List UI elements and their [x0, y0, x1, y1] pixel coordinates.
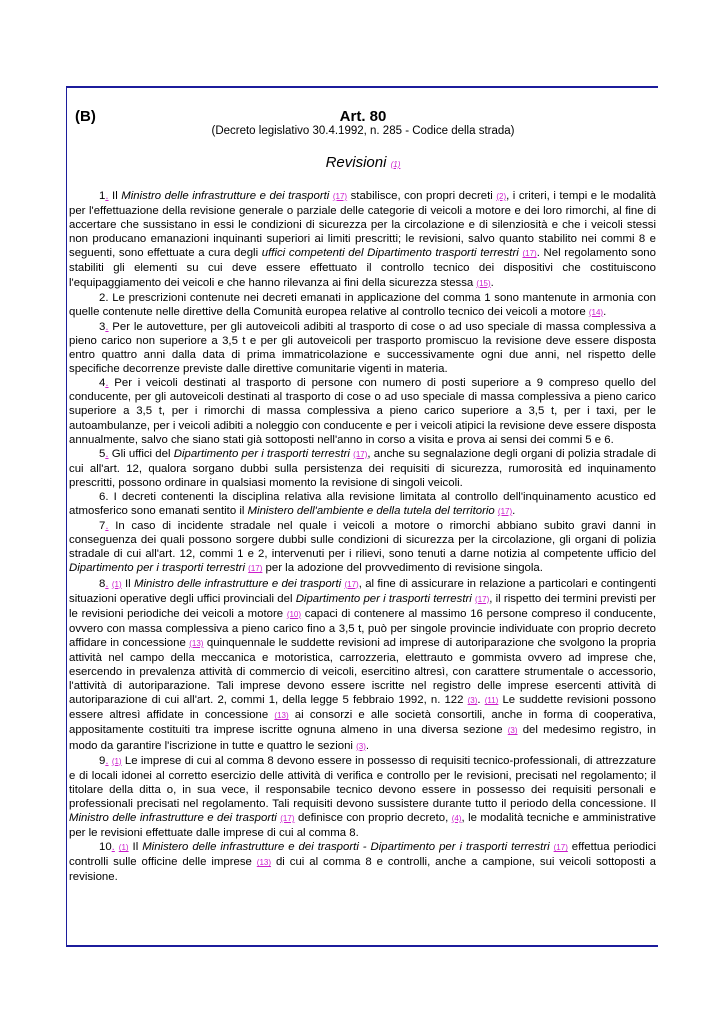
text-run: . — [512, 505, 516, 518]
italic-text: Dipartimento per i trasporti terrestri — [69, 562, 245, 575]
text-run: effettua periodici controlli sulle officine delle imprese — [69, 841, 656, 869]
text-run: Per i veicoli destinati al trasporto di persone con numero di posti superiore a 9 compreso quello del conducente, per gli autoveicoli destinati al trasporto di cose o ad uso speciale di massa complessiva a pieno carico superiore a 3,5 t, per i rimorchi di massa complessiva a pieno carico superiore a 3,5 t, per i taxi, per le autoambulanze, per i veicoli adibiti a noleggio con conducente e per i veicoli atipici la revisione deve essere disposta annualmente, salvo che siano stati già sottoposti nell'anno in corso a visita e prova ai sensi dei commi 5 e 6. — [69, 377, 656, 446]
text-run: 3 — [99, 320, 106, 333]
article-title: Art. 80 — [339, 108, 387, 125]
paragraph-6 — [69, 490, 656, 519]
footnote-ref[interactable]: (17) — [553, 843, 568, 853]
text-run: Le imprese di cui al comma 8 devono essere in possesso di requisiti tecnico-professionali, di attrezzature e di locali idonei al corretto esercizio delle attività di verifica e controllo per le revisioni, precisati nel regolamento; il titolare della ditta o, in sua vece, il responsabile tecnico devono essere in possesso dei requisiti personali e professionali precisati nel regolamento. Tali requisiti devono sussistere durante tutto il periodo della concessione. Il — [69, 754, 656, 810]
footnote-ref[interactable]: (13) — [189, 638, 204, 648]
paragraph-marker[interactable]: . — [105, 190, 109, 202]
text-run: definisce con proprio decreto, — [294, 812, 452, 825]
footnote-ref[interactable]: (17) — [353, 449, 368, 459]
text-run: . Nel regolamento sono stabiliti gli elementi su cui deve essere effettuato il controllo tecnico dei dispositivi che costituiscono l'equipaggiamento dei veicoli e che hanno rilevanza ai fini della sicurezza stessa — [69, 247, 656, 289]
text-run: , il rispetto dei termini previsti per le revisioni periodiche dei veicoli a motore — [69, 592, 656, 620]
document-frame — [66, 86, 658, 947]
text-run: , al fine di assicurare in relazione a particolari e contingenti situazioni operative degli uffici provinciali del — [69, 577, 656, 605]
text-run: di cui al comma 8 e controlli, anche a campione, sui veicoli sottoposti a revisione. — [69, 856, 656, 884]
paragraph-7 — [69, 519, 656, 576]
paragraph-marker[interactable]: . — [105, 377, 109, 390]
text-run: . — [603, 305, 607, 318]
footnote-ref[interactable]: (14) — [588, 307, 604, 317]
paragraph-marker[interactable]: . — [111, 841, 115, 854]
text-run: Gli uffici del — [108, 447, 174, 460]
text-run: 5 — [99, 447, 106, 460]
italic-text: Ministro delle infrastrutture e dei trasporti — [133, 577, 342, 590]
footnote-ref[interactable]: (13) — [256, 858, 272, 868]
text-run: 6. I decreti contenenti la disciplina relativa alla revisione limitata al controllo dell'inquinamento acustico ed atmosferico sono emanati sentito il — [69, 490, 656, 518]
footnote-ref[interactable]: (1) — [111, 579, 122, 589]
text-run: 1 — [99, 190, 106, 202]
paragraph-marker[interactable]: . — [105, 320, 109, 333]
footnote-ref[interactable]: (17) — [497, 507, 513, 517]
paragraph-marker[interactable]: . — [105, 520, 109, 533]
paragraph-3 — [69, 320, 656, 376]
paragraph-8 — [69, 577, 656, 754]
footnote-ref[interactable]: (15) — [476, 278, 491, 288]
footnote-ref[interactable]: (2) — [496, 192, 507, 201]
paragraph-1 — [69, 189, 656, 291]
text-run: quinquennale le suddette revisioni ad imprese di autoriparazione che svolgono la propria attività nel campo della meccanica e motoristica, carrozzeria, elettrauto e gommista ovvero ad imprese che, esercendo in prevalenza attività di commercio di veicoli, esercitino altresì, con carattere strumentale o accessorio, l'attività di autoriparazione. Tali imprese devono essere iscritte nel registro delle imprese esercenti attività di autoriparazione di cui all'art. 2, commi 1, della legge 5 febbraio 1992, n. 122 — [69, 636, 657, 707]
text-run: , anche su segnalazione degli organi di polizia stradale di cui all'art. 12, qualora sorgano dubbi sulla persistenza dei requisiti di sicurezza, rumorosità ed inquinamento prescritti, possono ordinare in qualsiasi momento la revisione di singoli veicoli. — [69, 447, 656, 489]
section-title-text: Revisioni — [325, 154, 387, 171]
text-run: 8 — [99, 577, 106, 590]
footnote-ref[interactable]: (1) — [390, 160, 401, 169]
paragraph-4 — [69, 376, 656, 446]
text-run: capaci di contenere al massimo 16 persone compreso il conducente, ovvero con massa complessiva a pieno carico fino a 3,5 t, può per singole provincie individuate con proprio decreto affidare in concessione — [69, 607, 656, 649]
text-run: 4 — [99, 377, 106, 390]
italic-text: Ministero delle infrastrutture e dei trasporti - Dipartimento per i trasporti terrestri — [142, 841, 550, 854]
text-run: Il — [128, 841, 143, 854]
article-body — [69, 189, 656, 885]
footnote-ref[interactable]: (4) — [451, 814, 462, 824]
text-run: . — [365, 739, 370, 752]
text-run: 9 — [99, 754, 106, 767]
paragraph-marker[interactable]: . — [105, 577, 109, 590]
footnote-ref[interactable]: (17) — [332, 192, 348, 201]
text-run: 10 — [99, 841, 112, 854]
paragraph-2 — [69, 291, 656, 320]
text-run: , le modalità tecniche e amministrative per le revisioni effettuate dalle imprese di cui al comma 8. — [69, 812, 656, 840]
paragraph-10 — [69, 840, 656, 884]
paragraph-marker[interactable]: . — [105, 447, 109, 460]
footnote-ref[interactable]: (11) — [484, 696, 499, 706]
text-run: stabilisce, con propri decreti — [347, 190, 497, 202]
italic-text: Dipartimento per i trasporti terrestri — [173, 447, 350, 460]
text-run: In caso di incidente stradale nel quale i veicoli a motore o rimorchi abbiano subito gravi danni in conseguenza dei quali possono sorgere dubbi sulle condizioni di sicurezza per la circolazione, gli organi di polizia stradale di cui all'art. 12, commi 1 e 2, intervenuti per i rilievi, sono tenuti a darne notizia al competente ufficio del — [69, 520, 656, 561]
footnote-ref[interactable]: (3) — [507, 726, 518, 736]
text-run: Il — [121, 577, 134, 590]
text-run: Le suddette revisioni possono essere altresì affidate in concessione — [69, 694, 657, 722]
footnote-ref[interactable]: (17) — [344, 579, 359, 589]
text-run: 2. Le prescrizioni contenute nei decreti emanati in applicazione del comma 1 sono mantenute in armonia con quelle contenute nelle direttive della Comunità europea relative al controllo tecnico dei veicoli a motore — [69, 291, 656, 318]
text-run: . — [490, 276, 494, 289]
text-run: per la adozione del provvedimento di revisione singola. — [262, 562, 543, 575]
footnote-ref[interactable]: (3) — [356, 741, 366, 751]
italic-text: uffici competenti del Dipartimento trasporti terrestri — [261, 247, 519, 260]
text-run: . — [477, 694, 485, 707]
footnote-ref[interactable]: (17) — [248, 564, 263, 574]
italic-text: Ministero dell'ambiente e della tutela del territorio — [247, 505, 495, 518]
text-run: del medesimo registro, in modo da garantire l'iscrizione in tutte e quattro le sezioni — [69, 724, 656, 752]
footnote-ref[interactable]: (3) — [467, 696, 478, 706]
text-run: Il — [108, 190, 122, 202]
text-run: 7 — [99, 520, 106, 533]
text-run: Per le autovetture, per gli autoveicoli adibiti al trasporto di cose o ad uso speciale di massa complessiva a pieno carico non superiore a 3,5 t e per gli autoveicoli per trasporto promiscuo la revisione deve essere disposta entro quattro anni dalla data di prima immatricolazione e successivamente ogni due anni, nel rispetto delle specifiche decorrenze previste dalle direttive comunitarie vigenti in materia. — [69, 320, 656, 376]
footnote-ref[interactable]: (1) — [111, 756, 122, 766]
paragraph-5 — [69, 447, 656, 490]
italic-text: Dipartimento per i trasporti terrestri — [295, 592, 472, 605]
section-title — [67, 154, 658, 171]
footnote-ref[interactable]: (1) — [118, 843, 129, 853]
italic-text: Ministro delle infrastrutture e dei trasporti — [69, 812, 277, 825]
section-letter: (B) — [75, 108, 96, 125]
footnote-ref[interactable]: (17) — [280, 814, 295, 824]
footnote-ref[interactable]: (17) — [522, 249, 537, 259]
footnote-ref[interactable]: (17) — [475, 594, 490, 604]
footnote-ref[interactable]: (10) — [286, 609, 302, 619]
footnote-ref[interactable]: (13) — [274, 711, 289, 721]
paragraph-marker[interactable]: . — [105, 754, 109, 767]
text-run: , i criteri, i tempi e le modalità per l'effettuazione della revisione generale o parziale delle categorie di veicoli a motore e dei loro rimorchi, al fine di accertare che sussistano in essi le condizioni di sicurezza per la circolazione e di silenziosità e che i veicoli stessi non producano emanazioni inquinanti superiori ai limiti prescritti; le revisioni, salvo quanto stabilito nei commi 8 e seguenti, sono effettuate a cura degli — [69, 190, 657, 260]
italic-text: Ministro delle infrastrutture e dei trasporti — [121, 190, 330, 202]
paragraph-9 — [69, 754, 656, 841]
article-source: (Decreto legislativo 30.4.1992, n. 285 - Codice della strada) — [211, 125, 515, 137]
text-run: ai consorzi e alle società consortili, anche in forma di cooperativa, appositamente costituiti tra imprese iscritte ognuna almeno in una diversa sezione — [69, 709, 656, 737]
